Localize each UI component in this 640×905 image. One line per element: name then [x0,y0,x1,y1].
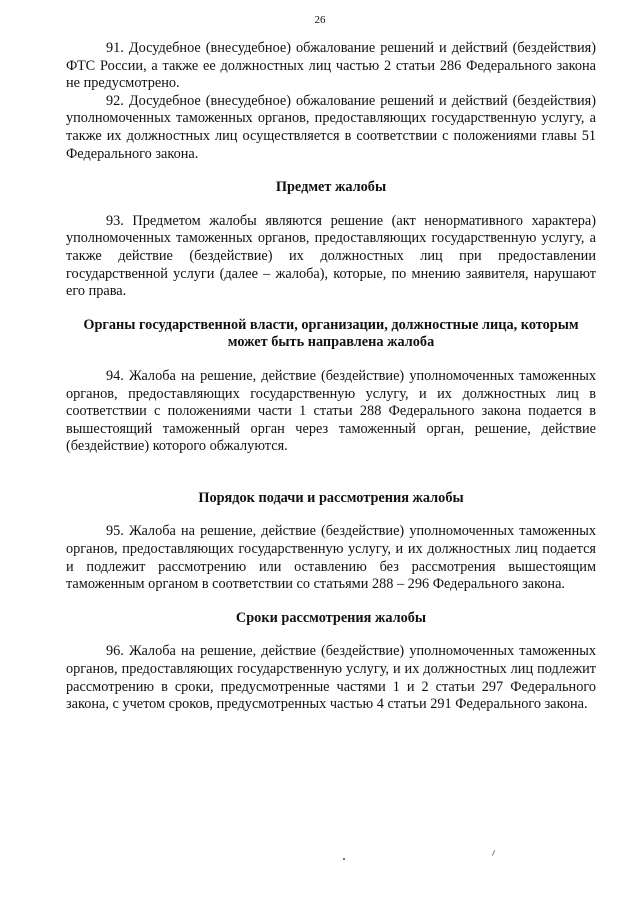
paragraph-91: 91. Досудебное (внесудебное) обжалование решений и действий (бездействия) ФТС России, а также ее должностных лиц частью 2 статьи 286 Федерального закона не предусмотрено. [66,40,596,92]
scan-speck [492,850,495,856]
heading-review-deadlines: Сроки рассмотрения жалобы [235,609,427,626]
paragraph-95: 95. Жалоба на решение, действие (бездействие) уполномоченных таможенных органов, предоставляющих государственную услугу, и их должностных лиц подается и подлежит рассмотрению или оставлению без рассмотрения вышестоящим таможенным органом в соответствии со статьями 288 – 296 Федерального закона. [66,523,596,593]
paragraph-93: 93. Предметом жалобы являются решение (акт ненормативного характера) уполномоченных таможенных органов, предоставляющих государственную услугу, а также действие (бездействие) их должностных лиц при предоставлении государственной услуги (далее – жалоба), которые, по мнению заявителя, нарушают его права. [66,212,596,300]
heading-complaint-subject: Предмет жалобы [275,179,387,196]
heading-complaint-recipients: Органы государственной власти, организации, должностные лица, которым может быть направлена жалоба [83,316,579,351]
document-body [66,40,596,714]
heading-filing-procedure: Порядок подачи и рассмотрения жалобы [198,489,464,506]
scan-speck [343,858,345,860]
paragraph-94: 94. Жалоба на решение, действие (бездействие) уполномоченных таможенных органов, предоставляющих государственную услугу, и их должностных лиц в соответствии с положениями части 1 статьи 288 Федерального закона подается в вышестоящий таможенный орган через таможенный орган, решение, действие (бездействие) которого обжалуются. [66,367,596,455]
page-number: 26 [314,14,326,26]
paragraph-96: 96. Жалоба на решение, действие (бездействие) уполномоченных таможенных органов, предоставляющих государственную услугу, и их должностных лиц подлежит рассмотрению в сроки, предусмотренные частями 1 и 2 статьи 297 Федерального закона, с учетом сроков, предусмотренных частью 4 статьи 291 Федерального закона. [66,643,596,713]
paragraph-92: 92. Досудебное (внесудебное) обжалование решений и действий (бездействия) уполномоченных таможенных органов, предоставляющих государственную услугу, а также их должностных лиц осуществляется в соответствии с положениями главы 51 Федерального закона. [66,92,596,162]
